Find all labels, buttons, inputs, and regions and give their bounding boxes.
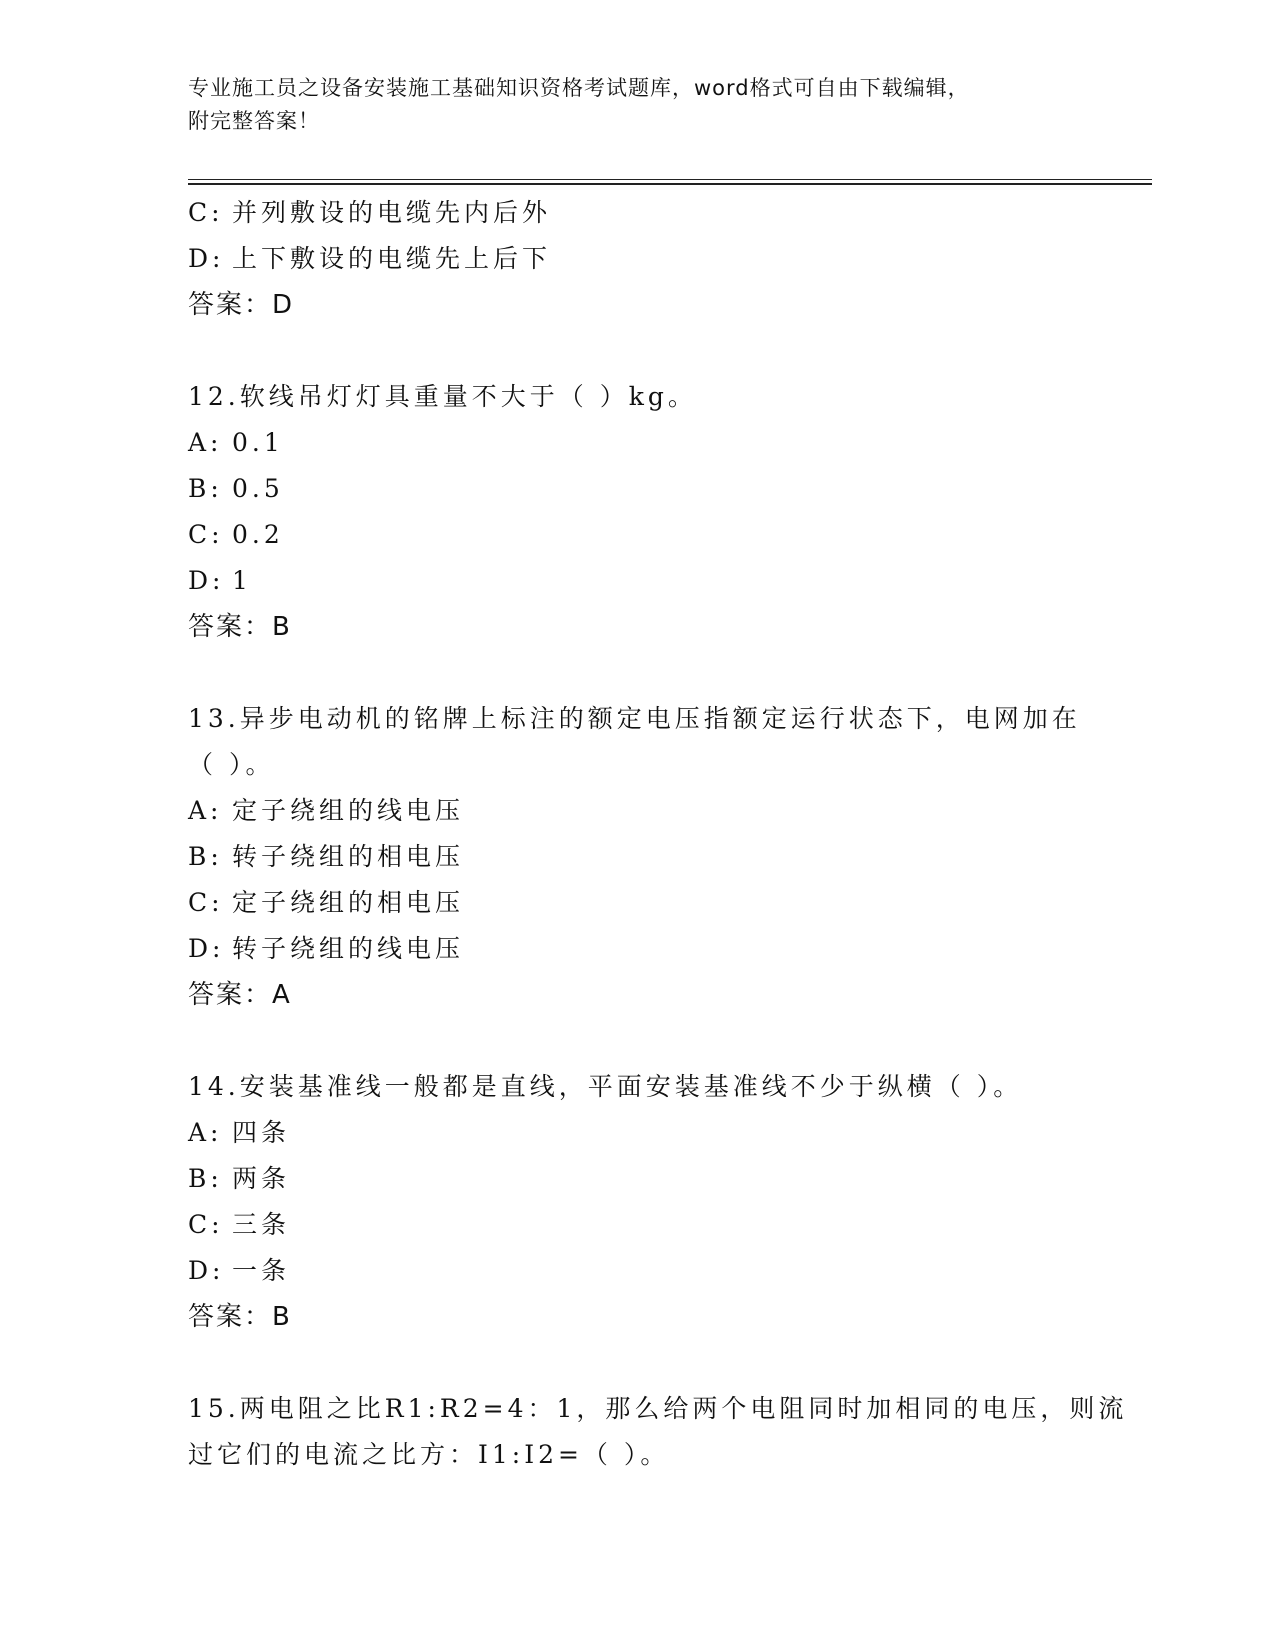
question-stem: 15.两电阻之比R1:R2=4：1，那么给两个电阻同时加相同的电压，则流 — [188, 1394, 1128, 1423]
option-b: B: 转子绕组的相电压 — [188, 842, 465, 871]
question-13 — [188, 696, 1088, 1018]
option-a: A: 定子绕组的线电压 — [188, 796, 465, 825]
option-b: B: 两条 — [188, 1164, 291, 1193]
option-d: D: 上下敷设的电缆先上后下 — [188, 244, 552, 273]
question-12 — [188, 374, 1088, 650]
option-a: A: 0.1 — [188, 428, 284, 457]
option-a: A: 四条 — [188, 1118, 291, 1147]
header-rule-thick — [188, 183, 1152, 185]
question-stem-continued: （ ）。 — [188, 750, 275, 779]
question-stem: 12.软线吊灯灯具重量不大于（ ）kg。 — [188, 382, 697, 411]
previous-question-tail — [188, 190, 1088, 328]
header-line-1: 专业施工员之设备安装施工基础知识资格考试题库，word格式可自由下载编辑， — [188, 76, 970, 100]
answer-line: 答案：D — [188, 290, 295, 320]
document-header — [188, 72, 1088, 138]
answer-line: 答案：B — [188, 1302, 292, 1332]
question-stem: 14.安装基准线一般都是直线，平面安装基准线不少于纵横（ ）。 — [188, 1072, 1023, 1101]
option-d: D: 转子绕组的线电压 — [188, 934, 465, 963]
option-d: D: 一条 — [188, 1256, 291, 1285]
header-rule-thin — [188, 179, 1152, 180]
option-d: D: 1 — [188, 566, 252, 595]
option-c: C: 0.2 — [188, 520, 284, 549]
header-line-2: 附完整答案！ — [188, 109, 320, 133]
option-b: B: 0.5 — [188, 474, 284, 503]
question-stem: 13.异步电动机的铭牌上标注的额定电压指额定运行状态下，电网加在 — [188, 704, 1081, 733]
question-14 — [188, 1064, 1088, 1340]
question-stem-continued: 过它们的电流之比方：I1:I2=（ ）。 — [188, 1440, 670, 1469]
question-list — [188, 190, 1128, 1478]
option-c: C: 并列敷设的电缆先内后外 — [188, 198, 552, 227]
option-c: C: 定子绕组的相电压 — [188, 888, 465, 917]
question-15 — [188, 1386, 1128, 1478]
answer-line: 答案：A — [188, 980, 292, 1010]
answer-line: 答案：B — [188, 612, 292, 642]
option-c: C: 三条 — [188, 1210, 291, 1239]
